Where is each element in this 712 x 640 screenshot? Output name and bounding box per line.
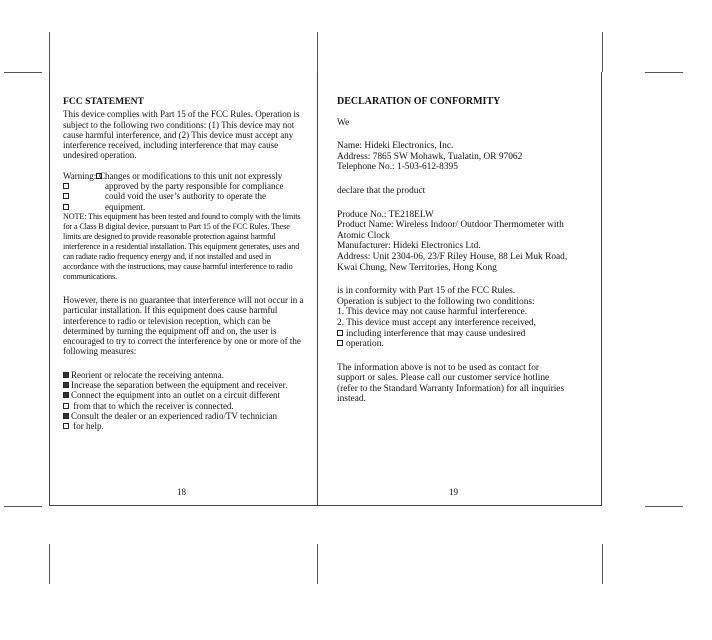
checkbox-icon: [63, 204, 69, 210]
warning-line: could void the user’s authority to operate the: [105, 191, 267, 202]
declaration-we: We: [337, 117, 350, 128]
list-item: from that to which the receiver is connected.: [63, 401, 307, 411]
checkbox-icon: [63, 403, 69, 409]
conformity-line: 2. This device must accept any interference received,: [337, 317, 536, 328]
list-item: Increase the separation between the equipment and receiver.: [63, 380, 307, 390]
company-block: [337, 141, 569, 173]
crop-mark: [4, 72, 42, 73]
warning-label: Warning:: [63, 170, 97, 181]
crop-mark: [602, 32, 603, 72]
right-page: [337, 97, 569, 405]
fcc-heading: FCC STATEMENT: [63, 96, 144, 107]
bullet-icon: [63, 392, 69, 398]
conformity-block: [337, 286, 569, 350]
crop-mark: [317, 544, 318, 584]
crop-mark: [49, 544, 50, 584]
checkbox-icon: [63, 423, 69, 429]
warning-line: equipment.: [105, 201, 146, 212]
fcc-intro: This device complies with Part 15 of the FCC Rules. Operation is subject to the following two conditions: (1) This device may not cause harmful interference, and (2) This device must accept any interference received, including interference that may cause undesired operation.: [63, 109, 300, 161]
list-item: Reorient or relocate the receiving antenna.: [63, 370, 307, 380]
company-phone: Telephone No.: 1-503-612-8395: [337, 162, 458, 173]
crop-mark: [317, 32, 318, 72]
company-address: Address: 7865 SW Mohawk, Tualatin, OR 97062: [337, 151, 523, 162]
product-block: [337, 210, 569, 274]
manufacturer-address: Address: Unit 2304-06, 23/F Riley House, 88 Lei Muk Road, Kwai Chung, New Territories, Hong Kong: [337, 251, 568, 273]
company-name: Name: Hideki Electronics, Inc.: [337, 141, 454, 152]
conformity-line: is in conformity with Part 15 of the FCC Rules.: [337, 286, 516, 297]
list-item: Consult the dealer or an experienced radio/TV technician: [63, 411, 307, 421]
declare-text: declare that the product: [337, 185, 426, 196]
checkbox-icon: [63, 183, 69, 189]
page-number-left: 18: [177, 487, 186, 497]
warning-block: [63, 171, 307, 212]
conformity-line: Operation is subject to the following two conditions:: [337, 296, 535, 307]
crop-mark: [4, 506, 42, 507]
manufacturer-name: Manufacturer: Hideki Electronics Ltd.: [337, 241, 481, 252]
product-name: Product Name: Wireless Indoor/ Outdoor Thermometer with Atomic Clock: [337, 220, 564, 241]
fcc-note: NOTE: This equipment has been tested and found to comply with the limits for a Class B digital device, pursuant to Part 15 of the FCC Rules. These limits are designed to provide reasonable protection against harmful interference in a residential installation. This equipment generates, uses and can radiate radio frequency energy and, if not installed and used in accordance with the instructions, may cause harmful interference to radio communications.: [63, 211, 301, 281]
bullet-icon: [63, 413, 69, 419]
crop-mark: [602, 544, 603, 584]
page-number-right: 19: [449, 487, 458, 497]
info-text: The information above is not to be used as contact for support or sales. Please call our customer service hotline (refer to the Standard Warranty Information) for all inquiries instead.: [337, 362, 565, 405]
warning-line: approved by the party responsible for compliance: [105, 181, 284, 192]
bullet-icon: [63, 382, 69, 388]
crop-mark: [645, 506, 683, 507]
fcc-however: However, there is no guarantee that interference will not occur in a particular installation. If this equipment does cause harmful interference to radio or television reception, which can be determined by turning the equipment off and on, the user is encouraged to try to correct the interference by one or more of the following measures:: [63, 294, 304, 357]
checkbox-icon: [337, 330, 343, 336]
product-number: Produce No.: TE218ELW: [337, 209, 434, 220]
conformity-line: including interference that may cause undesired: [337, 329, 569, 340]
bullet-icon: [63, 372, 69, 378]
conformity-line: 1. This device may not cause harmful interference.: [337, 307, 528, 318]
measures-list: [63, 370, 307, 432]
crop-mark: [645, 72, 683, 73]
left-page: [63, 97, 307, 432]
checkbox-icon: [63, 193, 69, 199]
list-item: for help.: [63, 421, 307, 431]
crop-mark: [49, 32, 50, 72]
conformity-line: operation.: [337, 339, 569, 350]
declaration-heading: DECLARATION OF CONFORMITY: [337, 96, 501, 107]
list-item: Connect the equipment into an outlet on a circuit different: [63, 390, 307, 400]
checkbox-icon: [337, 340, 343, 346]
warning-line: Changes or modifications to this unit not expressly: [99, 170, 283, 181]
